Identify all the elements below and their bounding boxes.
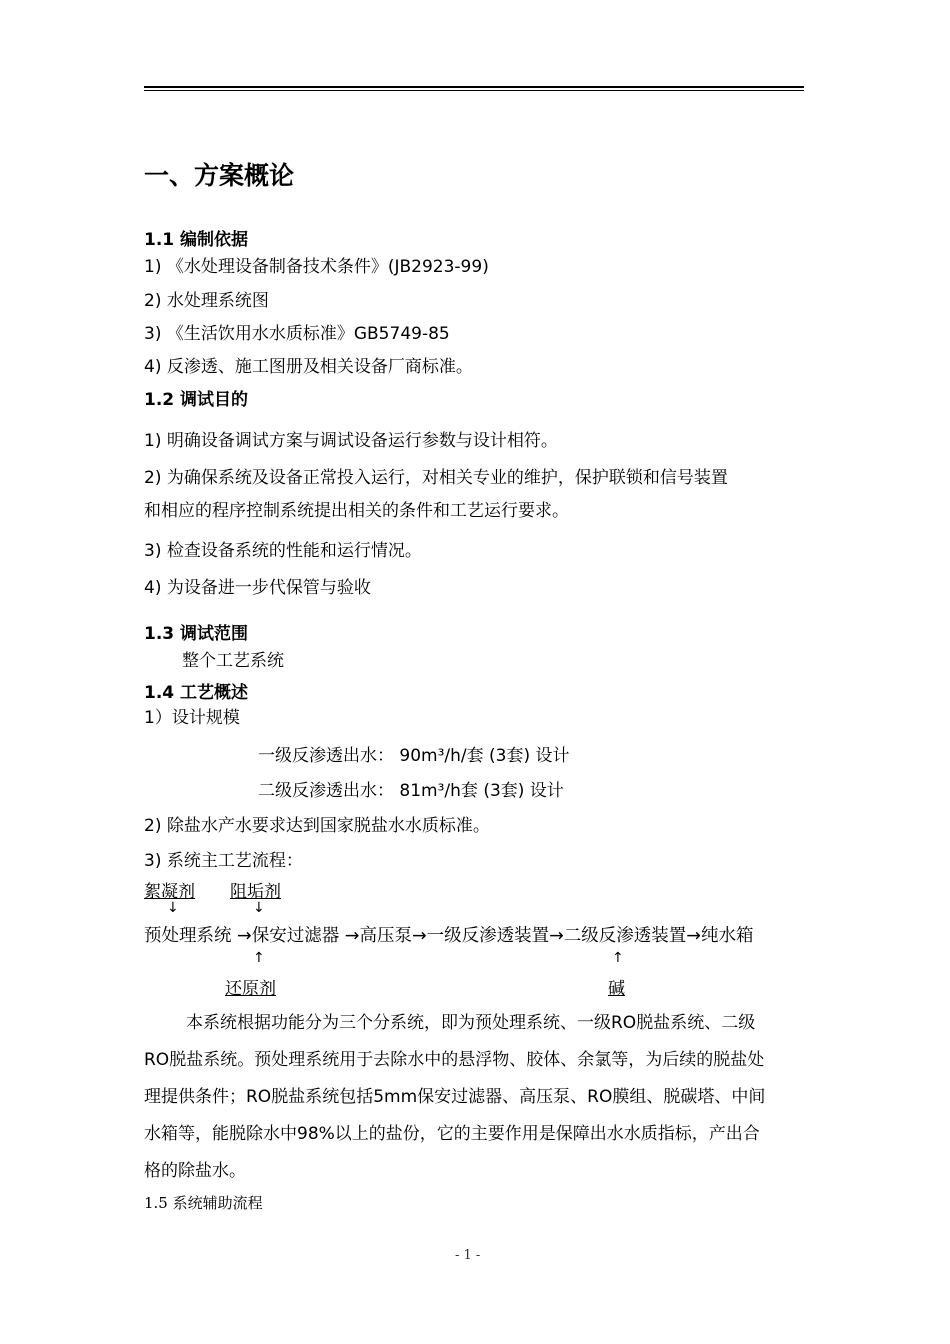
section-1-1-title: 1.1 编制依据 bbox=[144, 230, 249, 250]
scope-text: 整个工艺系统 bbox=[182, 651, 284, 671]
header-rule-thick bbox=[144, 86, 804, 88]
flow-arrow-down: ↓ bbox=[167, 900, 179, 916]
list-item: 3) 《生活饮用水水质标准》GB5749-85 bbox=[144, 324, 450, 344]
list-item: 3) 检查设备系统的性能和运行情况。 bbox=[144, 541, 422, 561]
scale-line-1: 一级反渗透出水： 90m³/h/套 (3套) 设计 bbox=[258, 746, 570, 766]
section-1-3-title: 1.3 调试范围 bbox=[144, 624, 249, 644]
paragraph-line: RO脱盐系统。预处理系统用于去除水中的悬浮物、胶体、余氯等，为后续的脱盐处 bbox=[144, 1050, 765, 1070]
list-item-continuation: 和相应的程序控制系统提出相关的条件和工艺运行要求。 bbox=[144, 501, 569, 521]
paragraph-line: 水箱等，能脱除水中98%以上的盐份，它的主要作用是保障出水水质指标，产出合 bbox=[144, 1124, 760, 1144]
list-item: 1) 明确设备调试方案与调试设备运行参数与设计相符。 bbox=[144, 431, 558, 451]
paragraph-line: 本系统根据功能分为三个分系统，即为预处理系统、一级RO脱盐系统、二级 bbox=[186, 1013, 756, 1033]
list-item: 4) 反渗透、施工图册及相关设备厂商标准。 bbox=[144, 357, 473, 377]
list-item: 4) 为设备进一步代保管与验收 bbox=[144, 578, 371, 598]
list-item: 2) 为确保系统及设备正常投入运行，对相关专业的维护，保护联锁和信号装置 bbox=[144, 468, 728, 488]
section-1-2-title: 1.2 调试目的 bbox=[144, 390, 249, 410]
header-rule-thin bbox=[144, 90, 804, 91]
section-1-4-title: 1.4 工艺概述 bbox=[144, 683, 249, 703]
scale-line-2: 二级反渗透出水： 81m³/h套 (3套) 设计 bbox=[258, 781, 564, 801]
flow-arrow-up: ↑ bbox=[253, 950, 265, 966]
list-item: 3) 系统主工艺流程： bbox=[144, 851, 303, 871]
flow-label-alkali: 碱 bbox=[608, 979, 625, 999]
flow-label-reductant: 还原剂 bbox=[225, 979, 276, 999]
paragraph-line: 格的除盐水。 bbox=[144, 1161, 246, 1181]
flow-arrow-down: ↓ bbox=[253, 900, 265, 916]
flow-label-flocculant: 絮凝剂 bbox=[144, 882, 195, 902]
flow-arrow-up: ↑ bbox=[612, 950, 624, 966]
paragraph-line: 理提供条件；RO脱盐系统包括5mm保安过滤器、高压泵、RO膜组、脱碳塔、中间 bbox=[144, 1087, 766, 1107]
list-item: 2) 除盐水产水要求达到国家脱盐水水质标准。 bbox=[144, 816, 490, 836]
page-number: - 1 - bbox=[455, 1248, 481, 1263]
list-item: 1) 《水处理设备制备技术条件》(JB2923-99) bbox=[144, 257, 489, 277]
flow-label-antiscalant: 阻垢剂 bbox=[230, 882, 281, 902]
flow-main-line: 预处理系统 →保安过滤器 →高压泵→一级反渗透装置→二级反渗透装置→纯水箱 bbox=[144, 926, 754, 946]
page-title: 一、方案概论 bbox=[144, 161, 295, 190]
list-item: 2) 水处理系统图 bbox=[144, 291, 269, 311]
list-item: 1）设计规模 bbox=[144, 708, 240, 728]
section-1-5-title: 1.5 系统辅助流程 bbox=[144, 1194, 263, 1212]
